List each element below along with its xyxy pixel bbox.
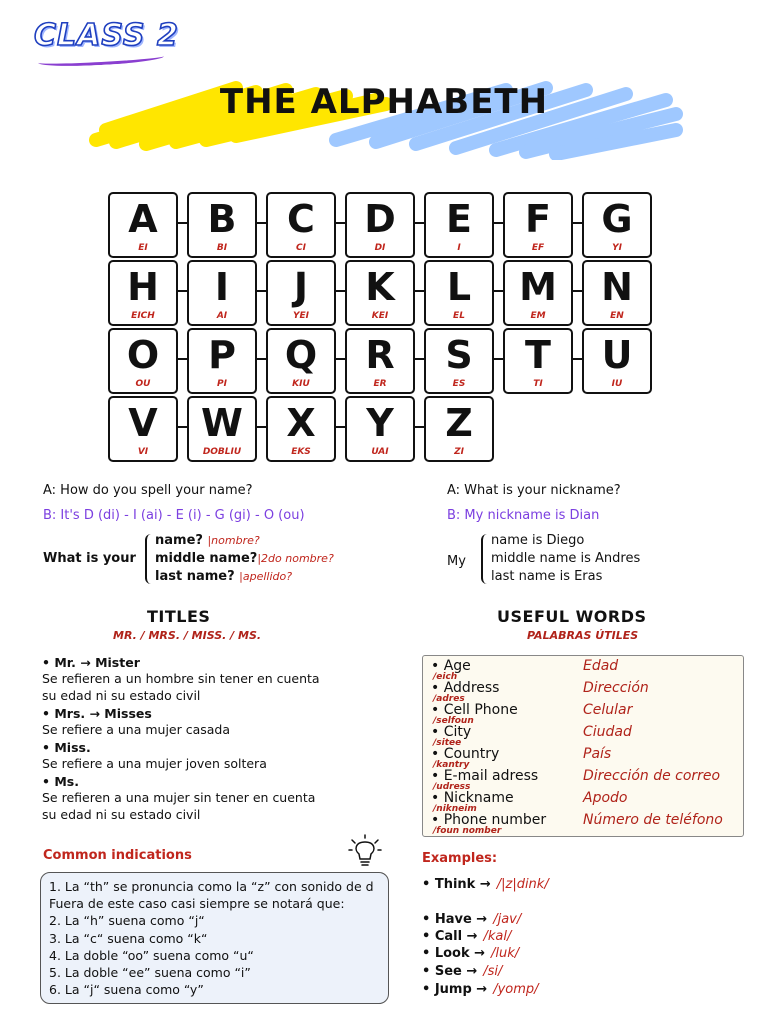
letter-pronunciation: AI [216,311,228,321]
word-english: • Cell Phone [431,702,518,718]
letter-glyph: P [208,333,236,377]
word-spanish: Ciudad [583,724,632,740]
question-nickname: A: What is your nickname? [447,483,621,498]
letter-pronunciation: OU [135,379,151,389]
titles-list [42,655,382,823]
letter-pronunciation: YI [612,243,622,253]
letter-tile-o [108,328,178,394]
letter-pronunciation: EF [531,243,545,253]
common-indications-box [40,872,389,1004]
letter-tile-s [424,328,494,394]
letter-pronunciation: EKS [291,447,311,457]
letter-pronunciation: ER [373,379,387,389]
tile-connector [571,358,582,360]
examples-heading: Examples: [422,851,498,866]
letter-pronunciation: EN [610,311,624,321]
example-pronunciation: /kal/ [483,929,512,944]
letter-glyph: B [207,197,237,241]
example-row [422,964,502,979]
word-row [431,658,736,680]
word-row [431,702,736,724]
example-word: • Call → [422,929,478,944]
letter-tile-v [108,396,178,462]
tile-connector [492,358,503,360]
page-title: THE ALPHABETH [219,82,549,122]
field-name: name? |nombre? [155,533,260,548]
answer-nickname: B: My nickname is Dian [447,508,600,523]
class-label: CLASS 2 [34,18,179,53]
tile-connector [492,290,503,292]
letter-glyph: M [519,265,557,309]
letter-glyph: L [446,265,472,309]
word-row [431,746,736,768]
word-row [431,724,736,746]
letter-tile-p [187,328,257,394]
example-word: • Have → [422,912,488,927]
title-item-miss: • Miss. Se refiere a una mujer joven soltera [42,740,267,771]
indication-line: 6. La “j“ suena como “y” [49,982,204,998]
tile-connector [334,290,345,292]
letter-tile-y [345,396,415,462]
title-item-mrs: • Mrs. → Misses Se refiere a una mujer casada [42,706,231,737]
letter-glyph: I [214,265,230,309]
tile-connector [492,222,503,224]
letter-glyph: W [201,401,243,445]
letter-glyph: U [601,333,633,377]
word-spanish: Dirección de correo [583,768,721,784]
word-pronunciation: /foun nomber [433,826,502,836]
letter-tile-q [266,328,336,394]
letter-tile-l [424,260,494,326]
letter-tile-z [424,396,494,462]
letter-tile-u [582,328,652,394]
letter-pronunciation: I [457,243,461,253]
title-item-mr: • Mr. → Mister Se refieren a un hombre sin tener en cuenta su edad ni su estado civil [42,655,320,703]
my-label: My [447,554,466,569]
letter-pronunciation: EL [453,311,465,321]
titles-subheading: MR. / MRS. / MISS. / MS. [113,629,262,642]
letter-glyph: R [365,333,395,377]
word-pronunciation: /selfoun [433,716,474,726]
what-is-your-label: What is your [43,551,136,566]
word-row [431,680,736,702]
word-pronunciation: /adres [433,694,465,704]
letter-glyph: N [601,265,633,309]
letter-pronunciation: VI [137,447,149,457]
letter-glyph: K [365,265,395,309]
letter-pronunciation: CI [296,243,306,253]
word-pronunciation: /eich [433,672,458,682]
letter-tile-j [266,260,336,326]
field-last-name: last name? |apellido? [155,569,293,584]
tile-connector [255,426,266,428]
word-spanish: Dirección [583,680,649,696]
my-middle-name: middle name is Andres [491,551,641,566]
letter-glyph: Z [445,401,473,445]
letter-glyph: D [364,197,396,241]
letter-tile-e [424,192,494,258]
letter-pronunciation: KEI [371,311,389,321]
tile-connector [413,358,424,360]
letter-tile-r [345,328,415,394]
letter-tile-k [345,260,415,326]
example-row [422,946,519,961]
my-fields-list [491,532,640,586]
word-english: • Address [431,680,500,696]
word-spanish: País [583,746,612,762]
tile-connector [334,358,345,360]
indication-line: 2. La “h” suena como “j“ [49,913,205,929]
letter-glyph: J [293,265,309,309]
example-word: • Think → [422,877,491,892]
example-pronunciation: /si/ [483,964,503,979]
tile-connector [255,290,266,292]
example-row [422,929,511,944]
my-name: name is Diego [491,533,585,548]
letter-tile-c [266,192,336,258]
letter-tile-g [582,192,652,258]
letter-glyph: Q [284,333,318,377]
letter-pronunciation: ES [452,379,466,389]
letter-tile-a [108,192,178,258]
indication-line: 4. La doble “oo” suena como “u“ [49,947,254,963]
letter-glyph: A [128,197,158,241]
letter-tile-f [503,192,573,258]
word-row [431,768,736,790]
letter-tile-t [503,328,573,394]
letter-glyph: X [286,401,316,445]
word-row [431,790,736,812]
left-brace [145,534,155,584]
question-spell-name: A: How do you spell your name? [43,483,253,498]
tile-connector [255,358,266,360]
word-spanish: Apodo [583,790,628,806]
letter-tile-b [187,192,257,258]
letter-pronunciation: IU [611,379,623,389]
letter-pronunciation: YEI [292,311,309,321]
indication-line: 5. La doble “ee” suena como “i” [49,965,251,980]
my-last-name: last name is Eras [491,569,603,584]
word-pronunciation: /kantry [433,760,470,770]
tile-connector [413,426,424,428]
word-pronunciation: /nikneim [433,804,477,814]
word-english: • Phone number [431,812,547,828]
word-english: • City [431,724,472,740]
tile-connector [571,222,582,224]
indication-line: Fuera de este caso casi siempre se notará que: [49,896,345,912]
indication-line: 3. La “c“ suena como “k“ [49,930,208,946]
word-english: • Country [431,746,500,762]
letter-tile-h [108,260,178,326]
titles-heading: TITLES [147,607,211,626]
letter-glyph: H [127,265,159,309]
letter-glyph: G [601,197,633,241]
letter-glyph: O [126,333,160,377]
letter-pronunciation: UAI [371,447,389,457]
letter-pronunciation: EICH [131,311,155,321]
tile-connector [176,222,187,224]
title-item-ms: • Ms. Se refieren a una mujer sin tener en cuenta su edad ni su estado civil [42,774,316,822]
letter-pronunciation: EM [530,311,546,321]
tile-connector [334,426,345,428]
example-row [422,877,549,892]
letter-tile-w [187,396,257,462]
useful-words-heading: USEFUL WORDS [497,607,647,626]
useful-words-box [422,655,744,837]
letter-glyph: V [128,401,158,445]
letter-glyph: E [446,197,472,241]
word-spanish: Número de teléfono [583,812,723,828]
letter-pronunciation: DI [374,243,386,253]
example-pronunciation: /jav/ [493,912,522,927]
letter-tile-n [582,260,652,326]
tile-connector [176,358,187,360]
example-pronunciation: /luk/ [491,946,520,961]
letter-tile-i [187,260,257,326]
word-row [431,812,736,834]
indication-line: 1. La “th” se pronuncia como la “z” con sonido de d [49,879,374,894]
word-pronunciation: /udress [433,782,471,792]
letter-glyph: Y [366,401,394,445]
letter-tile-d [345,192,415,258]
letter-pronunciation: DOBLIU [202,447,242,457]
letter-pronunciation: KIU [292,379,310,389]
letter-pronunciation: TI [533,379,543,389]
word-spanish: Celular [583,702,633,718]
letter-glyph: C [287,197,315,241]
word-english: • Nickname [431,790,514,806]
name-fields-list [155,532,334,586]
letter-pronunciation: EI [138,243,148,253]
example-pronunciation: /|z|dink/ [496,877,549,892]
tile-connector [413,290,424,292]
right-brace [481,534,491,584]
letter-glyph: T [525,333,551,377]
example-word: • Look → [422,946,486,961]
example-word: • Jump → [422,982,488,997]
tile-connector [176,426,187,428]
class-underline-decoration [38,51,164,69]
tile-connector [334,222,345,224]
letter-pronunciation: ZI [454,447,464,457]
letter-tile-m [503,260,573,326]
example-row [422,982,539,997]
lightbulb-icon [348,834,382,870]
letter-pronunciation: PI [217,379,227,389]
useful-words-subheading: PALABRAS ÚTILES [527,629,639,642]
tile-connector [571,290,582,292]
letter-tile-x [266,396,336,462]
word-english: • Age [431,658,471,674]
example-row [422,912,521,927]
example-word: • See → [422,964,478,979]
letter-pronunciation: BI [216,243,228,253]
tile-connector [255,222,266,224]
field-middle-name: middle name?|2do nombre? [155,551,334,566]
tile-connector [176,290,187,292]
word-pronunciation: /sitee [433,738,462,748]
example-pronunciation: /yomp/ [493,982,539,997]
answer-spell-name: B: It's D (di) - I (ai) - E (i) - G (gi) - O (ou) [43,508,305,523]
tile-connector [413,222,424,224]
word-english: • E-mail adress [431,768,539,784]
letter-glyph: S [445,333,473,377]
common-indications-heading: Common indications [43,848,192,863]
letter-glyph: F [525,197,551,241]
word-spanish: Edad [583,658,619,674]
